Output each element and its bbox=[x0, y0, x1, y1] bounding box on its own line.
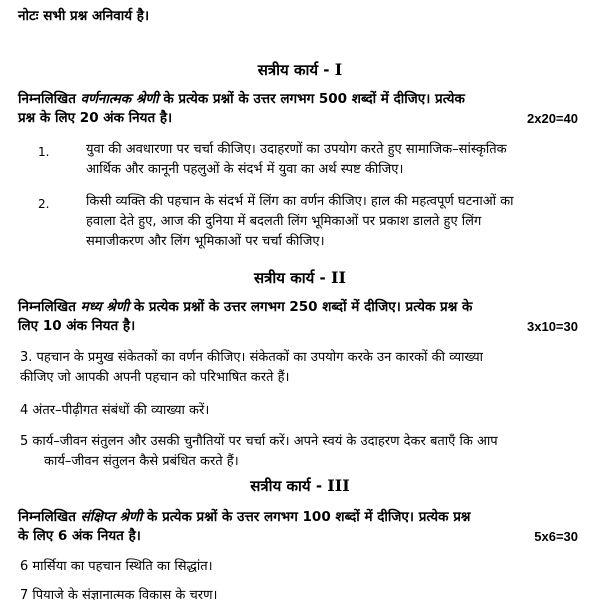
section-instructions-1 bbox=[18, 90, 586, 128]
section-title-prefix: सत्रीय कार्य - bbox=[254, 269, 326, 287]
category-label: संक्षिप्त श्रेणी bbox=[80, 509, 143, 525]
question-line: किसी व्यक्ति की पहचान के संदर्भ में लिंग का वर्णन कीजिए। हाल की महत्वपूर्ण घटनाओं का bbox=[86, 194, 514, 209]
instruction-line-1 bbox=[18, 298, 586, 317]
question-4 bbox=[20, 401, 586, 421]
instruction-line-2: लिए 10 अंक नियत है। bbox=[18, 318, 136, 334]
instruction-line-2: प्रश्न के लिए 20 अंक नियत है। bbox=[18, 110, 173, 126]
question-1 bbox=[86, 140, 584, 180]
general-note: नोटः सभी प्रश्न अनिवार्य है। bbox=[18, 8, 150, 24]
question-line: हवाला देते हुए, आज की दुनिया में बदलती लिंग भूमिकाओं पर प्रकाश डालते हुए लिंग bbox=[86, 214, 482, 229]
question-number: 1. bbox=[38, 145, 50, 159]
question-line: 6 मार्सिया का पहचान स्थिति का सिद्धांत। bbox=[20, 559, 213, 574]
instruction-text: निम्नलिखित bbox=[18, 509, 81, 525]
question-number: 2. bbox=[38, 197, 50, 211]
question-line: 5 कार्य–जीवन संतुलन और उसकी चुनौतियों पर चर्चा करें। अपने स्वयं के उदाहरण देकर बताएँ कि आप bbox=[20, 434, 498, 449]
question-2 bbox=[86, 192, 584, 252]
section-title-prefix: सत्रीय कार्य - bbox=[257, 61, 330, 79]
question-5 bbox=[20, 432, 586, 472]
question-line: 3. पहचान के प्रमुख संकेतकों का वर्णन कीजिए। संकेतकों का उपयोग करके उन कारकों की व्याख्या bbox=[20, 350, 483, 365]
question-line: कीजिए जो आपकी अपनी पहचान को परिभाषित करते हैं। bbox=[20, 370, 290, 385]
instruction-text: निम्नलिखित bbox=[18, 299, 81, 315]
instruction-text: निम्नलिखित bbox=[18, 91, 81, 107]
section-title-roman: I bbox=[334, 60, 343, 79]
section-title-3 bbox=[0, 476, 600, 496]
section-title-prefix: सत्रीय कार्य - bbox=[250, 477, 323, 495]
instruction-line-1 bbox=[18, 90, 586, 109]
category-label: मध्य श्रेणी bbox=[80, 299, 130, 315]
question-line: आर्थिक और कानूनी पहलुओं के संदर्भ में युवा का अर्थ स्पष्ट कीजिए। bbox=[86, 162, 404, 177]
marks-label: 5x6=30 bbox=[534, 529, 578, 544]
instruction-text: के प्रत्येक प्रश्नों के उत्तर लगभग 500 शब्दों में दीजिए। प्रत्येक bbox=[158, 91, 465, 107]
question-line: युवा की अवधारणा पर चर्चा कीजिए। उदाहरणों का उपयोग करते हुए सामाजिक–सांस्कृतिक bbox=[86, 142, 507, 157]
question-3 bbox=[20, 348, 586, 388]
section-title-2 bbox=[0, 268, 600, 288]
question-line: समाजीकरण और लिंग भूमिकाओं पर चर्चा कीजिए। bbox=[86, 234, 325, 249]
instruction-line-1 bbox=[18, 508, 586, 527]
section-instructions-2 bbox=[18, 298, 586, 336]
question-line: कार्य–जीवन संतुलन कैसे प्रबंधित करते हैं। bbox=[44, 454, 239, 469]
question-6 bbox=[20, 557, 586, 577]
question-7 bbox=[20, 586, 586, 606]
section-title-roman: II bbox=[331, 268, 346, 287]
section-title-roman: III bbox=[327, 476, 350, 495]
instruction-line-2: के लिए 6 अंक नियत है। bbox=[18, 528, 141, 544]
section-title-1 bbox=[0, 60, 600, 80]
instruction-text: के प्रत्येक प्रश्नों के उत्तर लगभग 100 शब्दों में दीजिए। प्रत्येक प्रश्न bbox=[142, 509, 471, 525]
question-line: 4 अंतर–पीढ़ीगत संबंधों की व्याख्या करें। bbox=[20, 403, 210, 418]
marks-label: 3x10=30 bbox=[527, 319, 578, 334]
section-instructions-3 bbox=[18, 508, 586, 546]
question-line: 7 पियाजे के संज्ञानात्मक विकास के चरण। bbox=[20, 588, 218, 603]
marks-label: 2x20=40 bbox=[527, 111, 578, 126]
instruction-text: के प्रत्येक प्रश्नों के उत्तर लगभग 250 शब्दों में दीजिए। प्रत्येक प्रश्न के bbox=[129, 299, 473, 315]
category-label: वर्णनात्मक श्रेणी bbox=[80, 91, 159, 107]
